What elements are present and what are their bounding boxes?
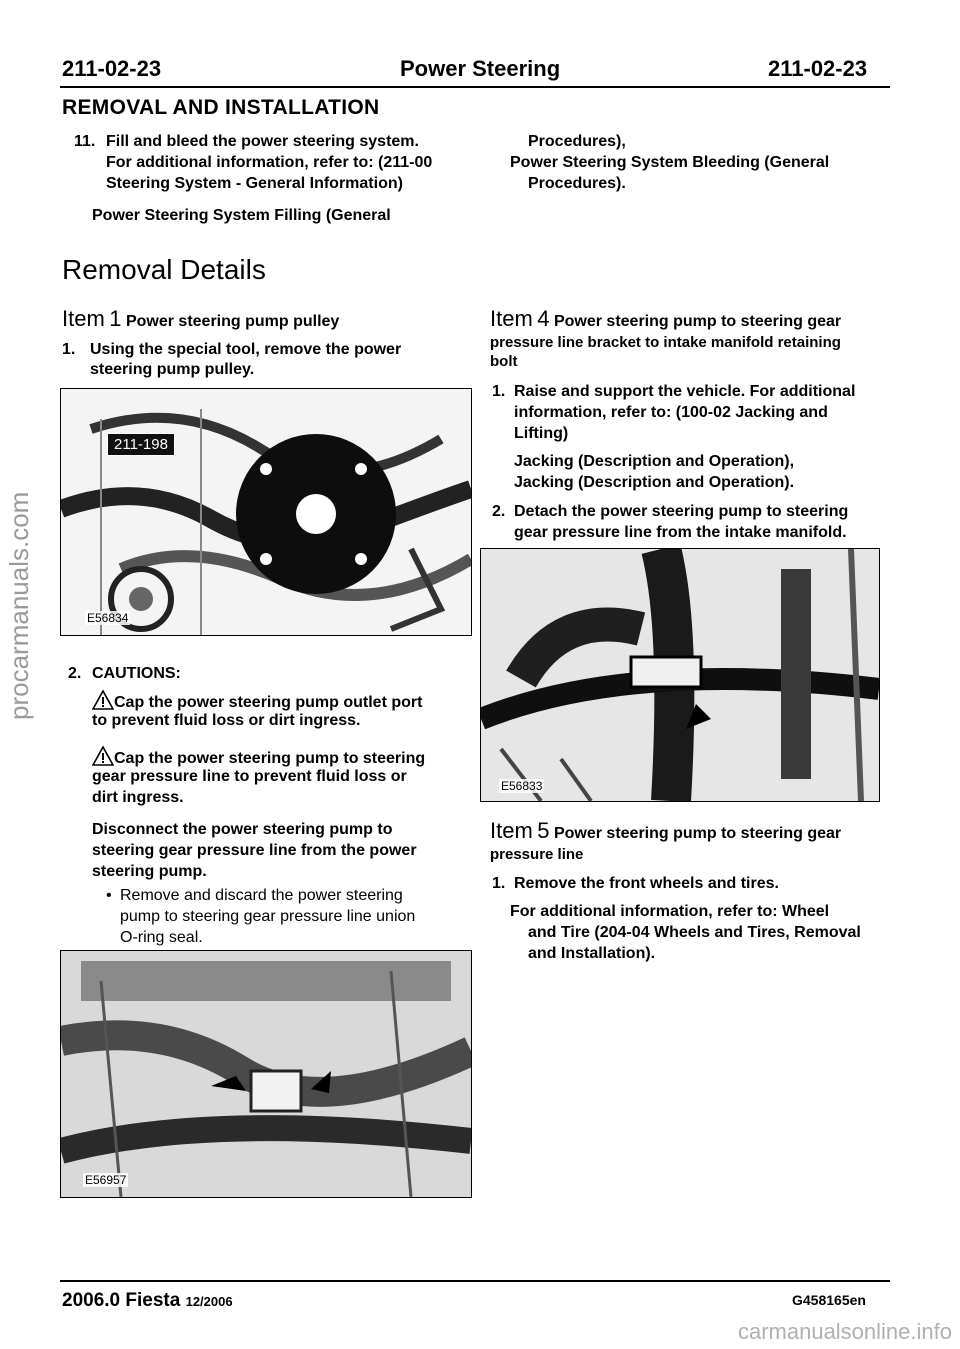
bullet-line: pump to steering gear pressure line union [120, 908, 416, 925]
step11-line: Steering System - General Information) [106, 175, 403, 192]
item1-step1-line: steering pump pulley. [90, 361, 255, 378]
item4-step2-line: Detach the power steering pump to steering [514, 503, 849, 520]
step11-line: For additional information, refer to: (211-00 [106, 154, 433, 171]
footer-model-block [62, 1290, 233, 1312]
item5-heading [490, 818, 841, 844]
item1-step2-num: 2. [68, 665, 82, 682]
step11-num: 11. [74, 133, 96, 150]
removal-details-heading: Removal Details [62, 254, 266, 285]
item4-step1-line: Lifting) [514, 425, 569, 442]
step11-col2-line: Procedures), [528, 133, 626, 150]
item5-desc-line: pressure line [490, 846, 584, 863]
item5-ref-line: and Tire (204-04 Wheels and Tires, Removal [528, 924, 861, 941]
item-desc: Power steering pump to steering gear [553, 313, 842, 330]
item4-step1-ref: Jacking (Description and Operation). [514, 474, 795, 491]
header-rule [60, 86, 890, 88]
item1-step1-line: Using the special tool, remove the power [90, 341, 402, 358]
item-label: Item [490, 818, 533, 843]
step11-line: Fill and bleed the power steering system. [106, 133, 419, 150]
warning-icon [92, 690, 114, 710]
footer-model: 2006.0 Fiesta [62, 1290, 181, 1311]
watermark-vertical: procarmanuals.com [4, 491, 34, 720]
figure-code: E56833 [501, 779, 543, 793]
footer-doc-id: G458165en [792, 1292, 866, 1308]
item1-step1-num: 1. [62, 341, 76, 358]
intake-manifold-illustration [481, 549, 879, 801]
item4-desc-line: bolt [490, 353, 518, 370]
item4-step1-line: Raise and support the vehicle. For additional [514, 383, 856, 400]
figure-code: E56957 [85, 1173, 127, 1187]
warning-icon [92, 746, 114, 766]
item4-heading [490, 306, 841, 332]
item1-heading [62, 306, 339, 332]
item4-step2-line: gear pressure line from the intake manifold. [514, 524, 847, 541]
step11-col2-line: Power Steering System Bleeding (General [510, 154, 830, 171]
caution-1 [92, 690, 422, 712]
item5-ref-line: For additional information, refer to: Wheel [510, 903, 830, 920]
disconnect-line: steering gear pressure line from the power [92, 842, 417, 859]
item5-ref-line: and Installation). [528, 945, 656, 962]
figure-code: E56834 [87, 611, 129, 625]
disconnect-line: Disconnect the power steering pump to [92, 821, 393, 838]
caution-1-line: Cap the power steering pump outlet port [114, 694, 423, 711]
figure-pressure-line-union [60, 950, 472, 1198]
step11-col2-line: Procedures). [528, 175, 626, 192]
item-label: Item [490, 306, 533, 331]
item5-step1: Remove the front wheels and tires. [514, 875, 779, 892]
item-number: 1 [109, 306, 122, 331]
header-title: Power Steering [400, 56, 561, 81]
pressure-line-illustration [61, 951, 471, 1197]
header-right-code: 211-02-23 [768, 56, 868, 81]
item4-step1-num: 1. [492, 383, 506, 400]
figure-tool-label: 211-198 [107, 433, 175, 456]
item4-step2-num: 2. [492, 503, 506, 520]
disconnect-line: steering pump. [92, 863, 207, 880]
bullet-line: • Remove and discard the power steering [120, 886, 403, 905]
pump-pulley-illustration [61, 389, 471, 635]
footer-date: 12/2006 [185, 1294, 233, 1309]
caution-2-line: gear pressure line to prevent fluid loss or [92, 768, 407, 785]
item-desc: Power steering pump to steering gear [553, 825, 842, 842]
bullet-line: O-ring seal. [120, 929, 203, 946]
item-number: 5 [537, 818, 550, 843]
footer-rule [60, 1280, 890, 1282]
item4-step1-ref: Jacking (Description and Operation), [514, 453, 795, 470]
figure-intake-manifold [480, 548, 880, 802]
item-number: 4 [537, 306, 550, 331]
step11-line: Power Steering System Filling (General [92, 207, 391, 224]
section-title: REMOVAL AND INSTALLATION [62, 96, 380, 119]
item5-step1-num: 1. [492, 875, 506, 892]
caution-2-line: Cap the power steering pump to steering [114, 750, 426, 767]
item-desc: Power steering pump pulley [125, 313, 340, 330]
item4-desc-line: pressure line bracket to intake manifold retaining [490, 334, 841, 351]
footer-site-watermark: carmanualsonline.info [737, 1319, 952, 1344]
caution-1-line: to prevent fluid loss or dirt ingress. [92, 712, 361, 729]
item-label: Item [62, 306, 105, 331]
item4-step1-line: information, refer to: (100-02 Jacking and [514, 404, 828, 421]
caution-2 [92, 746, 425, 768]
header-left-code: 211-02-23 [62, 56, 162, 81]
cautions-heading: CAUTIONS: [92, 665, 181, 682]
figure-pump-pulley [60, 388, 472, 636]
caution-2-line: dirt ingress. [92, 789, 184, 806]
